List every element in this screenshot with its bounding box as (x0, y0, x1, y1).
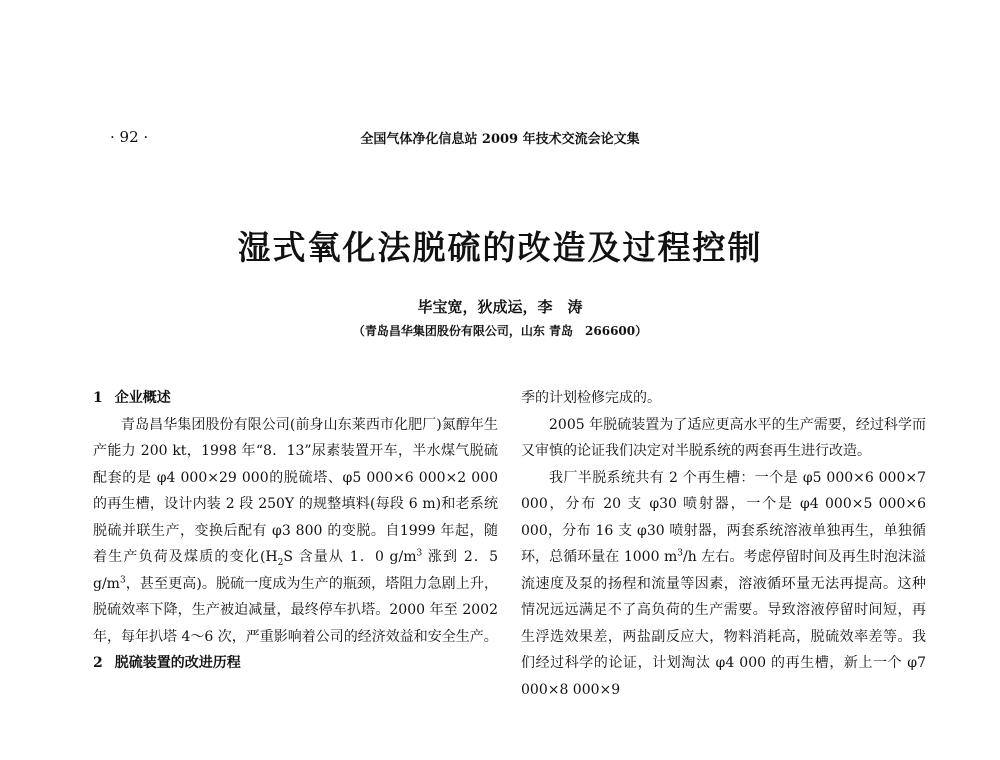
section-1-heading (93, 385, 498, 412)
superscript: 3 (416, 548, 423, 559)
paragraph-2005-upgrade: 2005 年脱硫装置为了适应更高水平的生产需要，经过科学而又审慎的论证我们决定对半脱系统的两套再生进行改造。 (521, 416, 926, 459)
paragraph-continuation: 季的计划检修完成的。 (521, 390, 661, 406)
superscript: 3 (677, 548, 683, 559)
section-2-heading (93, 650, 498, 677)
right-column (521, 385, 926, 703)
paragraph-company-overview (93, 412, 498, 651)
page-header (0, 128, 1000, 152)
text-run: 涨到 2．5 g/m (93, 549, 498, 592)
left-column (93, 385, 498, 677)
page-number: · 92 · (110, 128, 149, 146)
section-1-number: 1 (93, 390, 103, 406)
text-run: 青岛昌华集团股份有限公司(前身山东莱西市化肥厂)氮醇年生产能力 200 kt，1998 年“8．13”尿素装置开车，半水煤气脱硫配套的是 φ4 000×29 000的脱硫塔、φ5 000×6 000×2 000 的再生槽，设计内装 2 段 250Y 的规整填料(每段 6 m)和老系统脱硫并联生产，变换后配有 φ3 800 的变脱。自1999 年起，随着生产负荷及煤质的变化(H (93, 416, 498, 565)
subscript: 2 (277, 557, 284, 568)
superscript: 3 (119, 574, 126, 585)
text-run: S 含量从 1．0 g/m (283, 549, 417, 565)
running-head: 全国气体净化信息站 2009 年技术交流会论文集 (360, 132, 640, 147)
paragraph-regeneration-tanks (521, 465, 926, 704)
text-run: 我厂半脱系统共有 2 个再生槽：一个是 φ5 000×6 000×7 000，分布 20 支 φ30 喷射器，一个是 φ4 000×5 000×6 000，分布 16 支 φ30 喷射器，两套系统溶液单独再生，单独循环，总循环量在 1000 m (521, 469, 926, 565)
text-run: /h 左右。考虑停留时间及再生时泡沫溢流速度及泵的扬程和流量等因素，溶液循环量无法再提高。这种情况远远满足不了高负荷的生产需要。导致溶液停留时间短，再生浮选效果差，两盐副反应大，物料消耗高，脱硫效率差等。我们经过科学的论证，计划淘汰 φ4 000 的再生槽，新上一个 φ7 000×8 000×9 (521, 549, 926, 698)
affiliation: （青岛昌华集团股份有限公司，山东 青岛 266600） (352, 324, 648, 338)
section-1-title: 企业概述 (114, 390, 171, 406)
text-run: ，甚至更高)。脱硫一度成为生产的瓶颈，塔阻力急剧上升，脱硫效率下降，生产被迫减量，最终停车扒塔。2000 年至 2002 年，每年扒塔 4～6 次，严重影响着公司的经济效益和安全生产。 (93, 575, 498, 645)
paper-title: 湿式氧化法脱硫的改造及过程控制 (237, 228, 763, 267)
section-2-number: 2 (93, 655, 103, 671)
section-2-title: 脱硫装置的改进历程 (114, 655, 241, 671)
authors: 毕宝宽，狄成运，李 涛 (417, 298, 583, 316)
